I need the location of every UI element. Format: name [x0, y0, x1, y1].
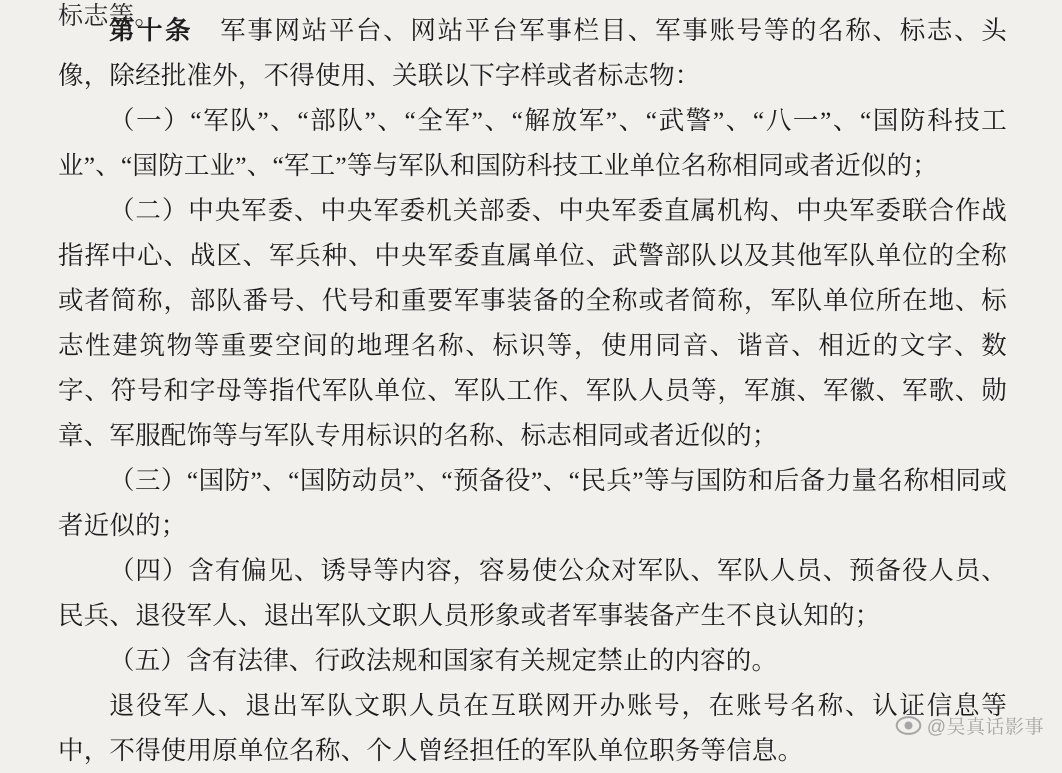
paragraph-item-1: （一）“军队”、“部队”、“全军”、“解放军”、“武警”、“八一”、“国防科技工业”、“国防工业”、“军工”等与军队和国防科技工业单位名称相同或者近似的； — [58, 106, 1007, 180]
article-number-label: 第十条 — [109, 16, 193, 45]
watermark — [896, 712, 1044, 739]
paragraph-item-3: （三）“国防”、“国防动员”、“预备役”、“民兵”等与国防和后备力量名称相同或者近似的； — [58, 466, 1007, 540]
article-10-text: 军事网站平台、网站平台军事栏目、军事账号等的名称、标志、头像，除经批准外，不得使用、关联以下字样或者标志物： — [58, 16, 1007, 90]
paragraph-closing: 退役军人、退出军队文职人员在互联网开办账号，在账号名称、认证信息等中，不得使用原单位名称、个人曾经担任的军队单位职务等信息。 — [58, 691, 1007, 765]
paragraph-item-5: （五）含有法律、行政法规和国家有关规定禁止的内容的。 — [109, 646, 778, 675]
paragraph-item-2: （二）中央军委、中央军委机关部委、中央军委直属机构、中央军委联合作战指挥中心、战区、军兵种、中央军委直属单位、武警部队以及其他军队单位的全称或者简称，部队番号、代号和重要军事装备的全称或者简称，军队单位所在地、标志性建筑物等重要空间的地理名称、标识等，使用同音、谐音、相近的文字、数字、符号和字母等指代军队单位、军队工作、军队人员等，军旗、军徽、军歌、勋章、军服配饰等与军队专用标识的名称、标志相同或者近似的； — [58, 196, 1007, 450]
watermark-label: @吴真话影事 — [926, 717, 1044, 738]
paragraph-item-4: （四）含有偏见、诱导等内容，容易使公众对军队、军队人员、预备役人员、民兵、退役军人、退出军队文职人员形象或者军事装备产生不良认知的； — [58, 556, 1007, 630]
clipped-top-line: 标志等。 — [58, 3, 161, 30]
paragraph-article-10 — [58, 8, 1007, 98]
weibo-eye-icon — [896, 715, 921, 736]
